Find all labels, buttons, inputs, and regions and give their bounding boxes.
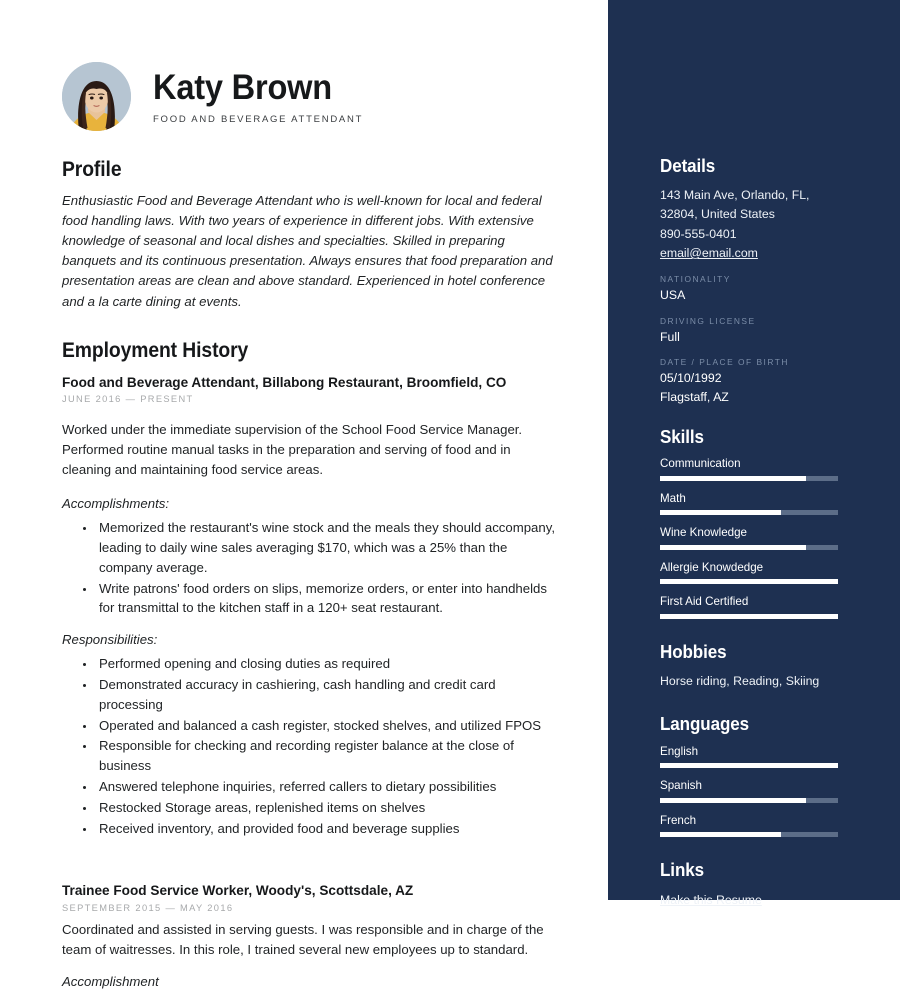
responsibilities-label: Responsibilities: [62,632,158,648]
hobbies-text: Horse riding, Reading, Skiing [660,673,820,688]
language-meter-fill [660,763,838,768]
list-item: • Memorized the restaurant's wine stock and the meals they should accompany, leading to daily wine sales averaging $170, which was a 25% than the company average. [96,518,562,577]
language-meter [660,763,838,768]
language-label: French [660,813,697,827]
name-block [153,68,363,125]
details-heading: Details [660,155,716,176]
details-section [660,155,852,406]
language-item [660,814,852,837]
date-place-of-birth-label: DATE / PLACE OF BIRTH [660,357,789,368]
employment-history-heading: Employment History [62,338,249,362]
language-meter [660,832,838,837]
links-section [660,859,852,910]
place-of-birth-value: Flagstaff, AZ [660,389,729,404]
hobbies-section [660,641,852,691]
skill-meter [660,614,838,619]
skill-meter [660,476,838,481]
driving-license-label: DRIVING LICENSE [660,315,756,326]
employment-entry [62,882,562,988]
sidebar [608,0,900,908]
make-this-resume-link[interactable]: Make this Resume [660,893,762,908]
responsibilities-list [62,654,562,838]
employment-title: Trainee Food Service Worker, Woody's, Scottsdale, AZ [62,883,414,899]
language-meter-fill [660,798,806,803]
skill-meter [660,579,838,584]
profile-text: Enthusiastic Food and Beverage Attendant who is well-known for local and federal food handling laws. With two years of experience in different jobs. With extensive knowledge of seasonal and local dishes and specialties. Skilled in preparing banquets and its continuous presentation. Always ensures that food preparation and presentation areas are clean and above standard. Experienced in hotel conference and a la carte dining at events. [62,193,553,309]
skill-meter-fill [660,579,838,584]
page-title: Katy Brown [153,68,332,108]
employment-description: Worked under the immediate supervision of the School Food Service Manager. Performed routine manual tasks in the preparation and serving of food and in cleaning and maintaining food service areas. [62,422,523,478]
list-item: • Write patrons' food orders on slips, memorize orders, or enter into handhelds for transmittal to the kitchen staff in a 120+ seat restaurant. [96,579,562,619]
date-of-birth-value: 05/10/1992 [660,371,722,386]
language-label: Spanish [660,779,702,793]
nationality-label: NATIONALITY [660,274,731,285]
skill-label: Math [660,491,686,505]
phone-number: 890-555-0401 [660,226,737,241]
skill-label: First Aid Certified [660,595,749,609]
portrait-photo-icon [62,62,131,131]
employment-dates: JUNE 2016 — PRESENT [62,394,194,405]
profile-heading: Profile [62,158,122,181]
resume-header [62,62,562,131]
skill-label: Allergie Knowdedge [660,560,764,574]
skill-item [660,492,852,515]
links-heading: Links [660,859,705,880]
list-item: • Performed opening and closing duties as required [96,654,562,674]
list-item: • Demonstrated accuracy in cashiering, cash handling and credit card processing [96,675,562,715]
skill-item [660,595,852,618]
languages-heading: Languages [660,713,750,735]
language-item [660,779,852,802]
skill-meter [660,545,838,550]
accomplishments-label: Accomplishments: [62,496,170,512]
skill-meter [660,510,838,515]
language-meter-fill [660,832,781,837]
skill-label: Communication [660,457,741,471]
skill-meter-fill [660,614,838,619]
list-item: • Received inventory, and provided food and beverage supplies [96,819,562,839]
skill-item [660,457,852,480]
driving-license-value: Full [660,329,680,344]
language-meter [660,798,838,803]
accomplishments-list [62,518,562,618]
employment-history-section [62,338,562,989]
skills-section [660,426,852,619]
hobbies-heading: Hobbies [660,640,727,662]
section-spacer [62,852,562,882]
email-link[interactable]: email@email.com [660,246,758,261]
skill-item [660,561,852,584]
address-line-1: 143 Main Ave, Orlando, FL, [660,188,810,203]
skills-heading: Skills [660,426,704,448]
skill-label: Wine Knowledge [660,526,748,540]
nationality-value: USA [660,288,686,303]
list-item: • Operated and balanced a cash register, stocked shelves, and utilized FPOS [96,716,562,736]
employment-description: Coordinated and assisted in serving guests. I was responsible and in charge of the team of waitresses. In this role, I trained several new employees up to standard. [62,921,544,957]
avatar [62,62,131,131]
skill-meter-fill [660,510,781,515]
accomplishments-label: Accomplishment [62,973,159,989]
languages-section [660,713,852,837]
skill-item [660,526,852,549]
language-item [660,745,852,768]
employment-entry [62,374,562,839]
list-item: • Answered telephone inquiries, referred callers to dietary possibilities [96,777,562,797]
employment-title: Food and Beverage Attendant, Billabong Restaurant, Broomfield, CO [62,374,507,390]
language-label: English [660,744,699,758]
list-item: • Responsible for checking and recording register balance at the close of business [96,736,562,776]
profile-section [62,157,562,312]
skill-meter-fill [660,545,806,550]
list-item: • Restocked Storage areas, replenished items on shelves [96,798,562,818]
skill-meter-fill [660,476,806,481]
job-title-subtitle: FOOD AND BEVERAGE ATTENDANT [153,113,364,125]
employment-dates: SEPTEMBER 2015 — MAY 2016 [62,902,234,913]
address-line-2: 32804, United States [660,207,775,222]
